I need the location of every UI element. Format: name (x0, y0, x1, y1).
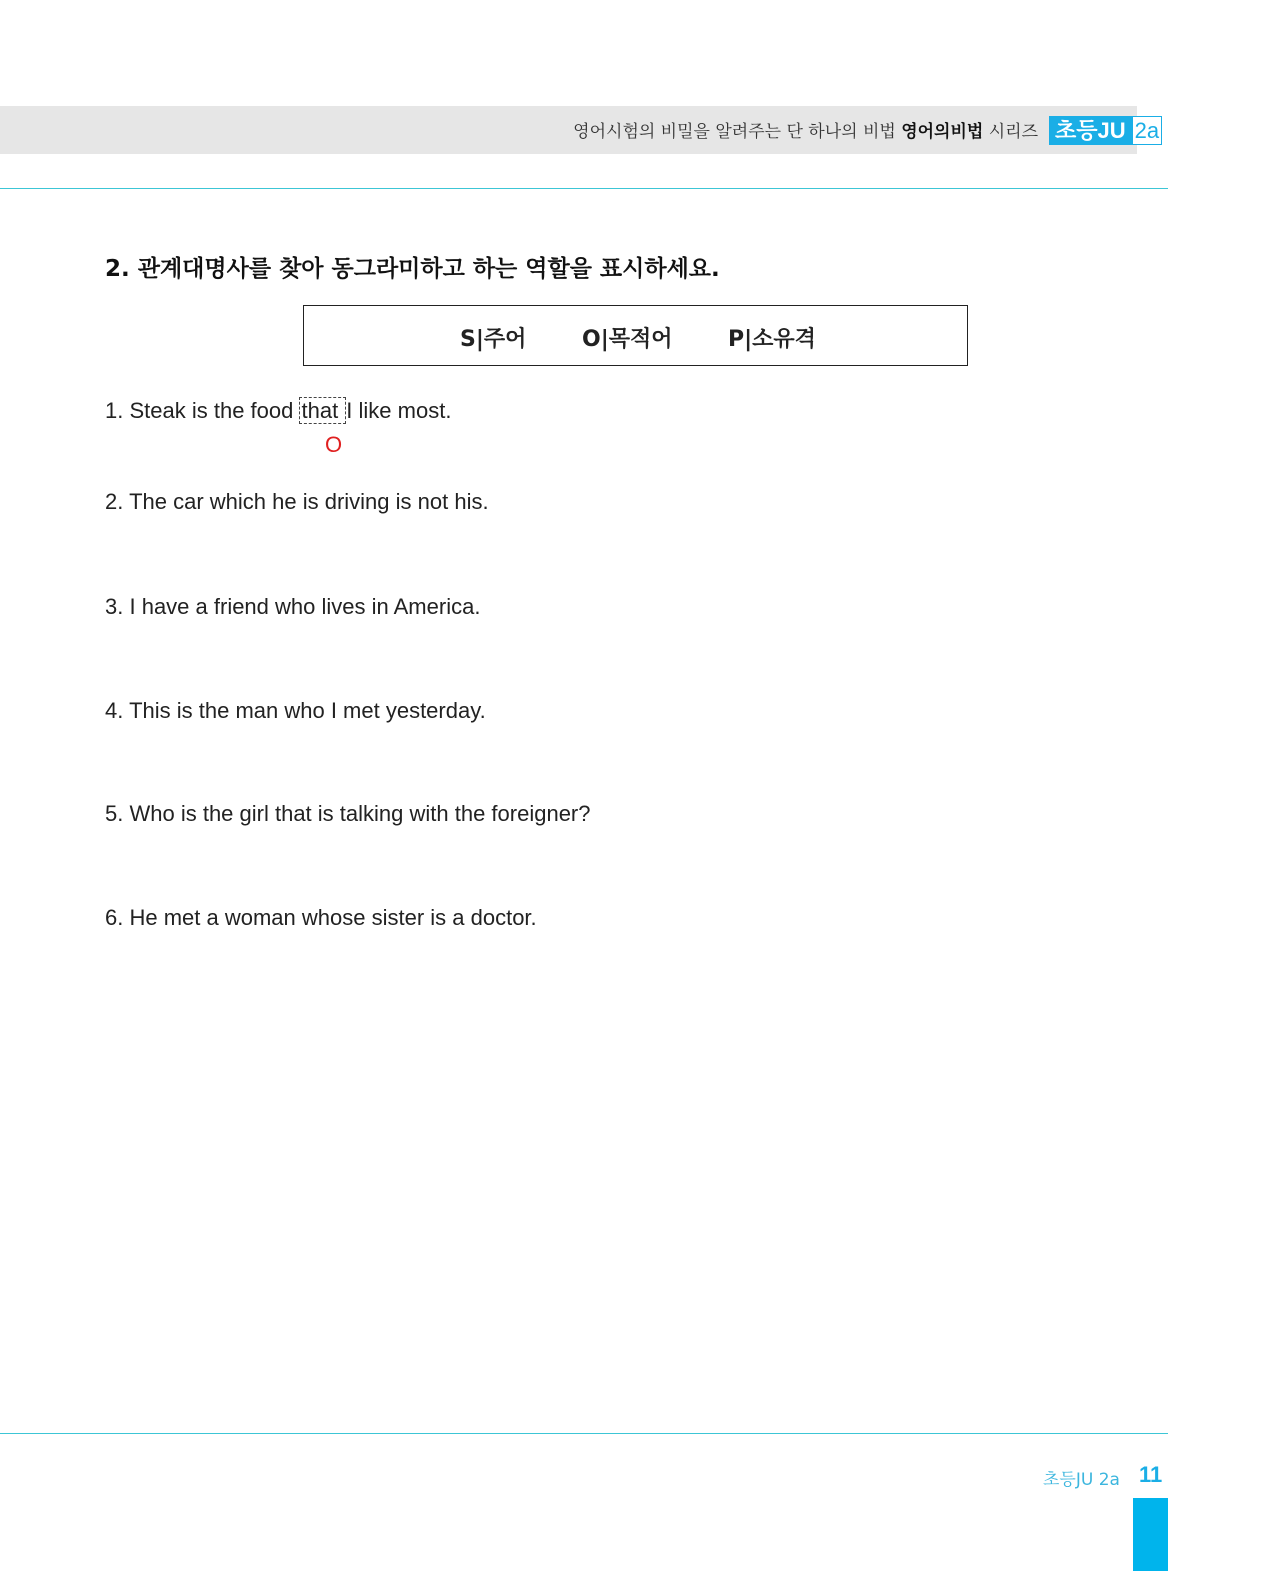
footer-book-label: 초등JU 2a (1043, 1470, 1120, 1490)
answer-mark: O (325, 432, 343, 457)
legend-box (303, 305, 968, 366)
section-title: 2. 관계대명사를 찾아 동그라미하고 하는 역할을 표시하세요. (105, 256, 720, 282)
question-3: 3. I have a friend who lives in America. (105, 594, 481, 619)
circled-relative-pronoun: that (301, 398, 345, 423)
page-side-tab (1133, 1498, 1168, 1571)
top-divider (0, 188, 1168, 189)
series-tagline: 영어시험의 비밀을 알려주는 단 하나의 비법 영어의비법 시리즈 (573, 122, 1038, 142)
bottom-divider (0, 1433, 1168, 1434)
legend-possessive: P|소유격 (728, 327, 816, 352)
question-5: 5. Who is the girl that is talking with the foreigner? (105, 801, 591, 826)
question-2: 2. The car which he is driving is not his. (105, 489, 489, 514)
book-badge (1049, 116, 1162, 145)
question-6: 6. He met a woman whose sister is a doctor. (105, 905, 537, 930)
question-4: 4. This is the man who I met yesterday. (105, 698, 486, 723)
legend-object: O|목적어 (582, 327, 673, 352)
badge-sub: 2a (1132, 116, 1162, 145)
page-number: 11 (1139, 1462, 1163, 1487)
badge-main: 초등JU (1049, 116, 1132, 145)
series-name: 영어의비법 (901, 122, 984, 142)
legend-subject: S|주어 (460, 327, 527, 352)
question-1: 1. Steak is the food that I like most. (105, 398, 452, 423)
